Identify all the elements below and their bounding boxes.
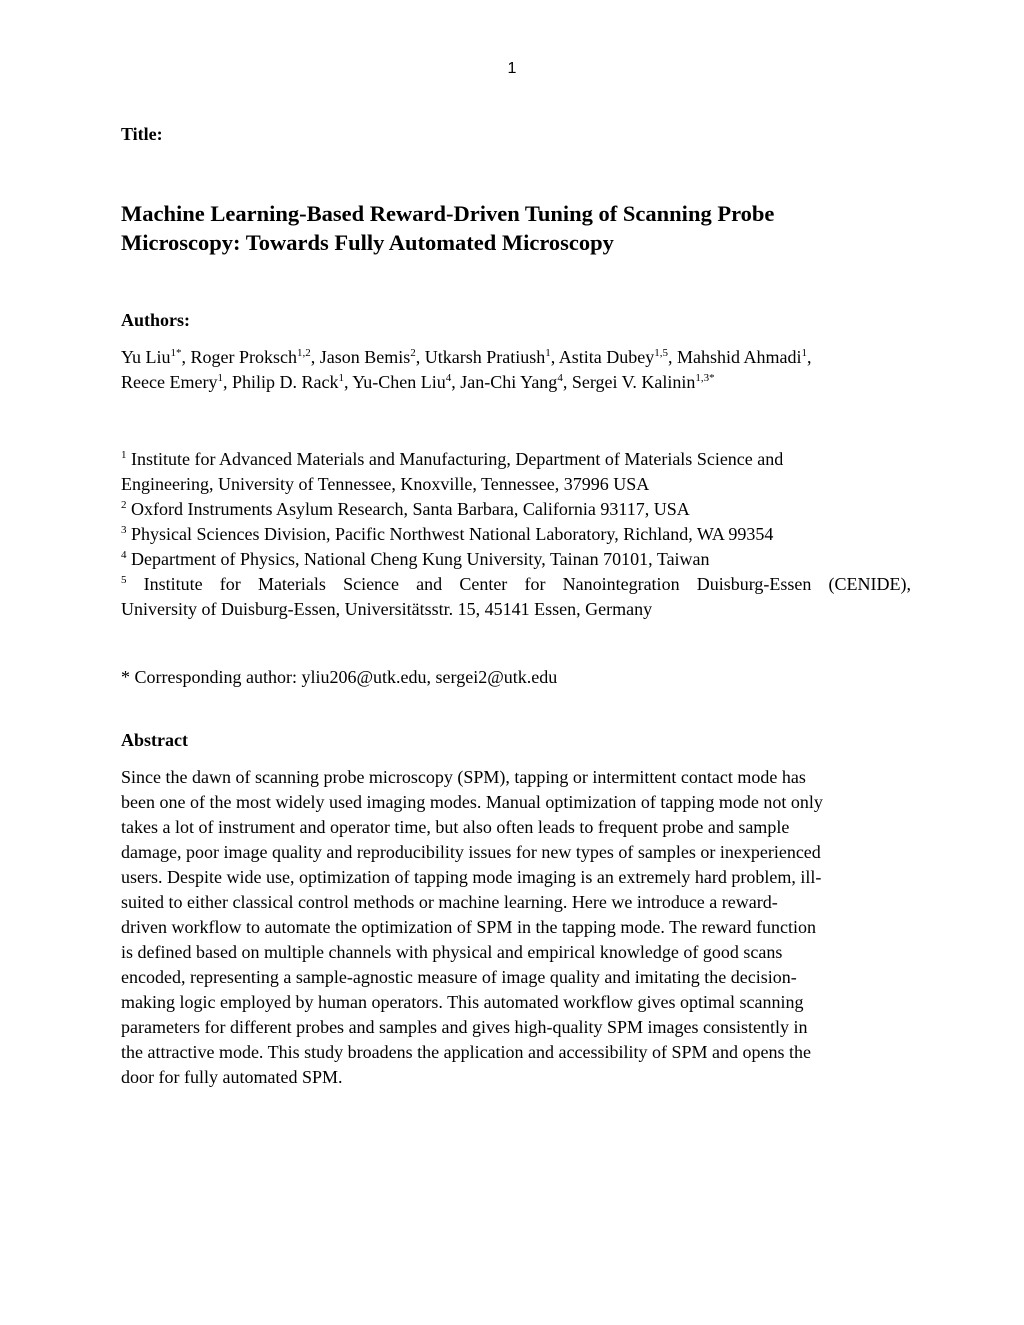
abstract-label: Abstract [121, 730, 188, 750]
abstract-line: is defined based on multiple channels with physical and empirical knowledge of good scans [121, 942, 783, 962]
author-affiliation-mark: 1,2 [297, 347, 311, 359]
author-affiliation-mark: 1 [338, 372, 344, 384]
abstract-line: damage, poor image quality and reproducibility issues for new types of samples or inexperienced [121, 842, 821, 862]
author-affiliation-mark: 1 [217, 372, 223, 384]
author-name: Utkarsh Pratiush [424, 347, 546, 367]
author-affiliation-mark: 1 [801, 347, 808, 359]
abstract-line: the attractive mode. This study broadens the application and accessibility of SPM and opens the [121, 1042, 812, 1062]
affiliation-number: 4 [121, 549, 127, 561]
affiliation-number: 2 [121, 499, 127, 511]
affiliation-number: 3 [121, 524, 127, 536]
author-line: Yu Liu$^{1*}$, Roger Proksch$^{1,2}$, Jason Bemis$^2$, Utkarsh Pratiush$^1$, Astita Dubey$^{1,5}$, Mahshid Ahmadi$^1$, [121, 347, 812, 367]
abstract-line: driven workflow to automate the optimization of SPM in the tapping mode. The reward function [121, 917, 817, 937]
author-affiliation-mark: 1,5 [654, 347, 669, 359]
abstract-line: users. Despite wide use, optimization of tapping mode imaging is an extremely hard problem, ill- [121, 867, 822, 887]
abstract-line: Since the dawn of scanning probe microscopy (SPM), tapping or intermittent contact mode has [121, 767, 806, 787]
affiliation-item [121, 572, 911, 597]
author-affiliation-mark: 1 [545, 347, 551, 359]
affiliation-continuation: Engineering, University of Tennessee, Knoxville, Tennessee, 37996 USA [121, 474, 650, 494]
author-affiliation-mark: 1* [170, 347, 182, 359]
affiliation-continuation: University of Duisburg-Essen, Universitätsstr. 15, 45141 Essen, Germany [121, 599, 653, 619]
author-line: Reece Emery$^1$, Philip D. Rack$^1$, Yu-Chen Liu$^4$, Jan-Chi Yang$^4$, Sergei V. Kalinin$^{1,3*}$ [121, 372, 715, 392]
author-name: Sergei V. Kalinin [571, 372, 696, 392]
affiliation-text: Institute for Materials Science and Center for Nanointegration Duisburg-Essen (CENIDE), [143, 574, 912, 594]
affiliation-item [121, 447, 911, 472]
paper-title-line: Microscopy: Towards Fully Automated Microscopy [121, 230, 614, 255]
affiliation-item [121, 522, 911, 547]
author-affiliation-mark: 4 [557, 372, 563, 384]
affiliation-item [121, 497, 911, 522]
abstract-line: parameters for different probes and samples and gives high-quality SPM images consistently in [121, 1017, 808, 1037]
author-name: Yu Liu [121, 347, 171, 367]
abstract-line: encoded, representing a sample-agnostic measure of image quality and imitating the decision- [121, 967, 797, 987]
author-name: Jan-Chi Yang [460, 372, 558, 392]
author-affiliation-mark: 2 [410, 347, 416, 359]
abstract-line: suited to either classical control methods or machine learning. Here we introduce a reward- [121, 892, 778, 912]
affiliation-text: Physical Sciences Division, Pacific Northwest National Laboratory, Richland, WA 99354 [131, 524, 774, 544]
author-name: Astita Dubey [558, 347, 655, 367]
affiliation-list [121, 447, 911, 622]
affiliation-text: Institute for Advanced Materials and Manufacturing, Department of Materials Science and [131, 449, 784, 469]
author-name: Philip D. Rack [231, 372, 339, 392]
author-affiliation-mark: 4 [445, 372, 452, 384]
abstract-line: been one of the most widely used imaging modes. Manual optimization of tapping mode not only [121, 792, 823, 812]
abstract-line: making logic employed by human operators. This automated workflow gives optimal scanning [121, 992, 804, 1012]
affiliation-text: Department of Physics, National Cheng Kung University, Tainan 70101, Taiwan [131, 549, 710, 569]
corresponding-author: * Corresponding author: yliu206@utk.edu, sergei2@utk.edu [121, 667, 558, 687]
page-number: 1 [507, 60, 517, 77]
affiliation-item [121, 547, 911, 572]
author-name: Jason Bemis [319, 347, 411, 367]
author-name: Roger Proksch [190, 347, 297, 367]
abstract-body [121, 765, 911, 1090]
author-name: Mahshid Ahmadi [677, 347, 802, 367]
affiliation-number: 1 [121, 449, 127, 461]
author-list [121, 345, 911, 395]
author-name: Yu-Chen Liu [352, 372, 446, 392]
author-affiliation-mark: 1,3* [695, 372, 715, 384]
abstract-line: door for fully automated SPM. [121, 1067, 343, 1087]
affiliation-text: Oxford Instruments Asylum Research, Santa Barbara, California 93117, USA [131, 499, 690, 519]
abstract-line: takes a lot of instrument and operator time, but also often leads to frequent probe and sample [121, 817, 790, 837]
authors-label: Authors: [121, 310, 191, 330]
title-label: Title: [121, 124, 163, 144]
paper-title-line: Machine Learning-Based Reward-Driven Tuning of Scanning Probe [121, 201, 775, 226]
affiliation-number: 5 [121, 574, 127, 586]
author-name: Reece Emery [121, 372, 218, 392]
paper-title [121, 199, 911, 257]
